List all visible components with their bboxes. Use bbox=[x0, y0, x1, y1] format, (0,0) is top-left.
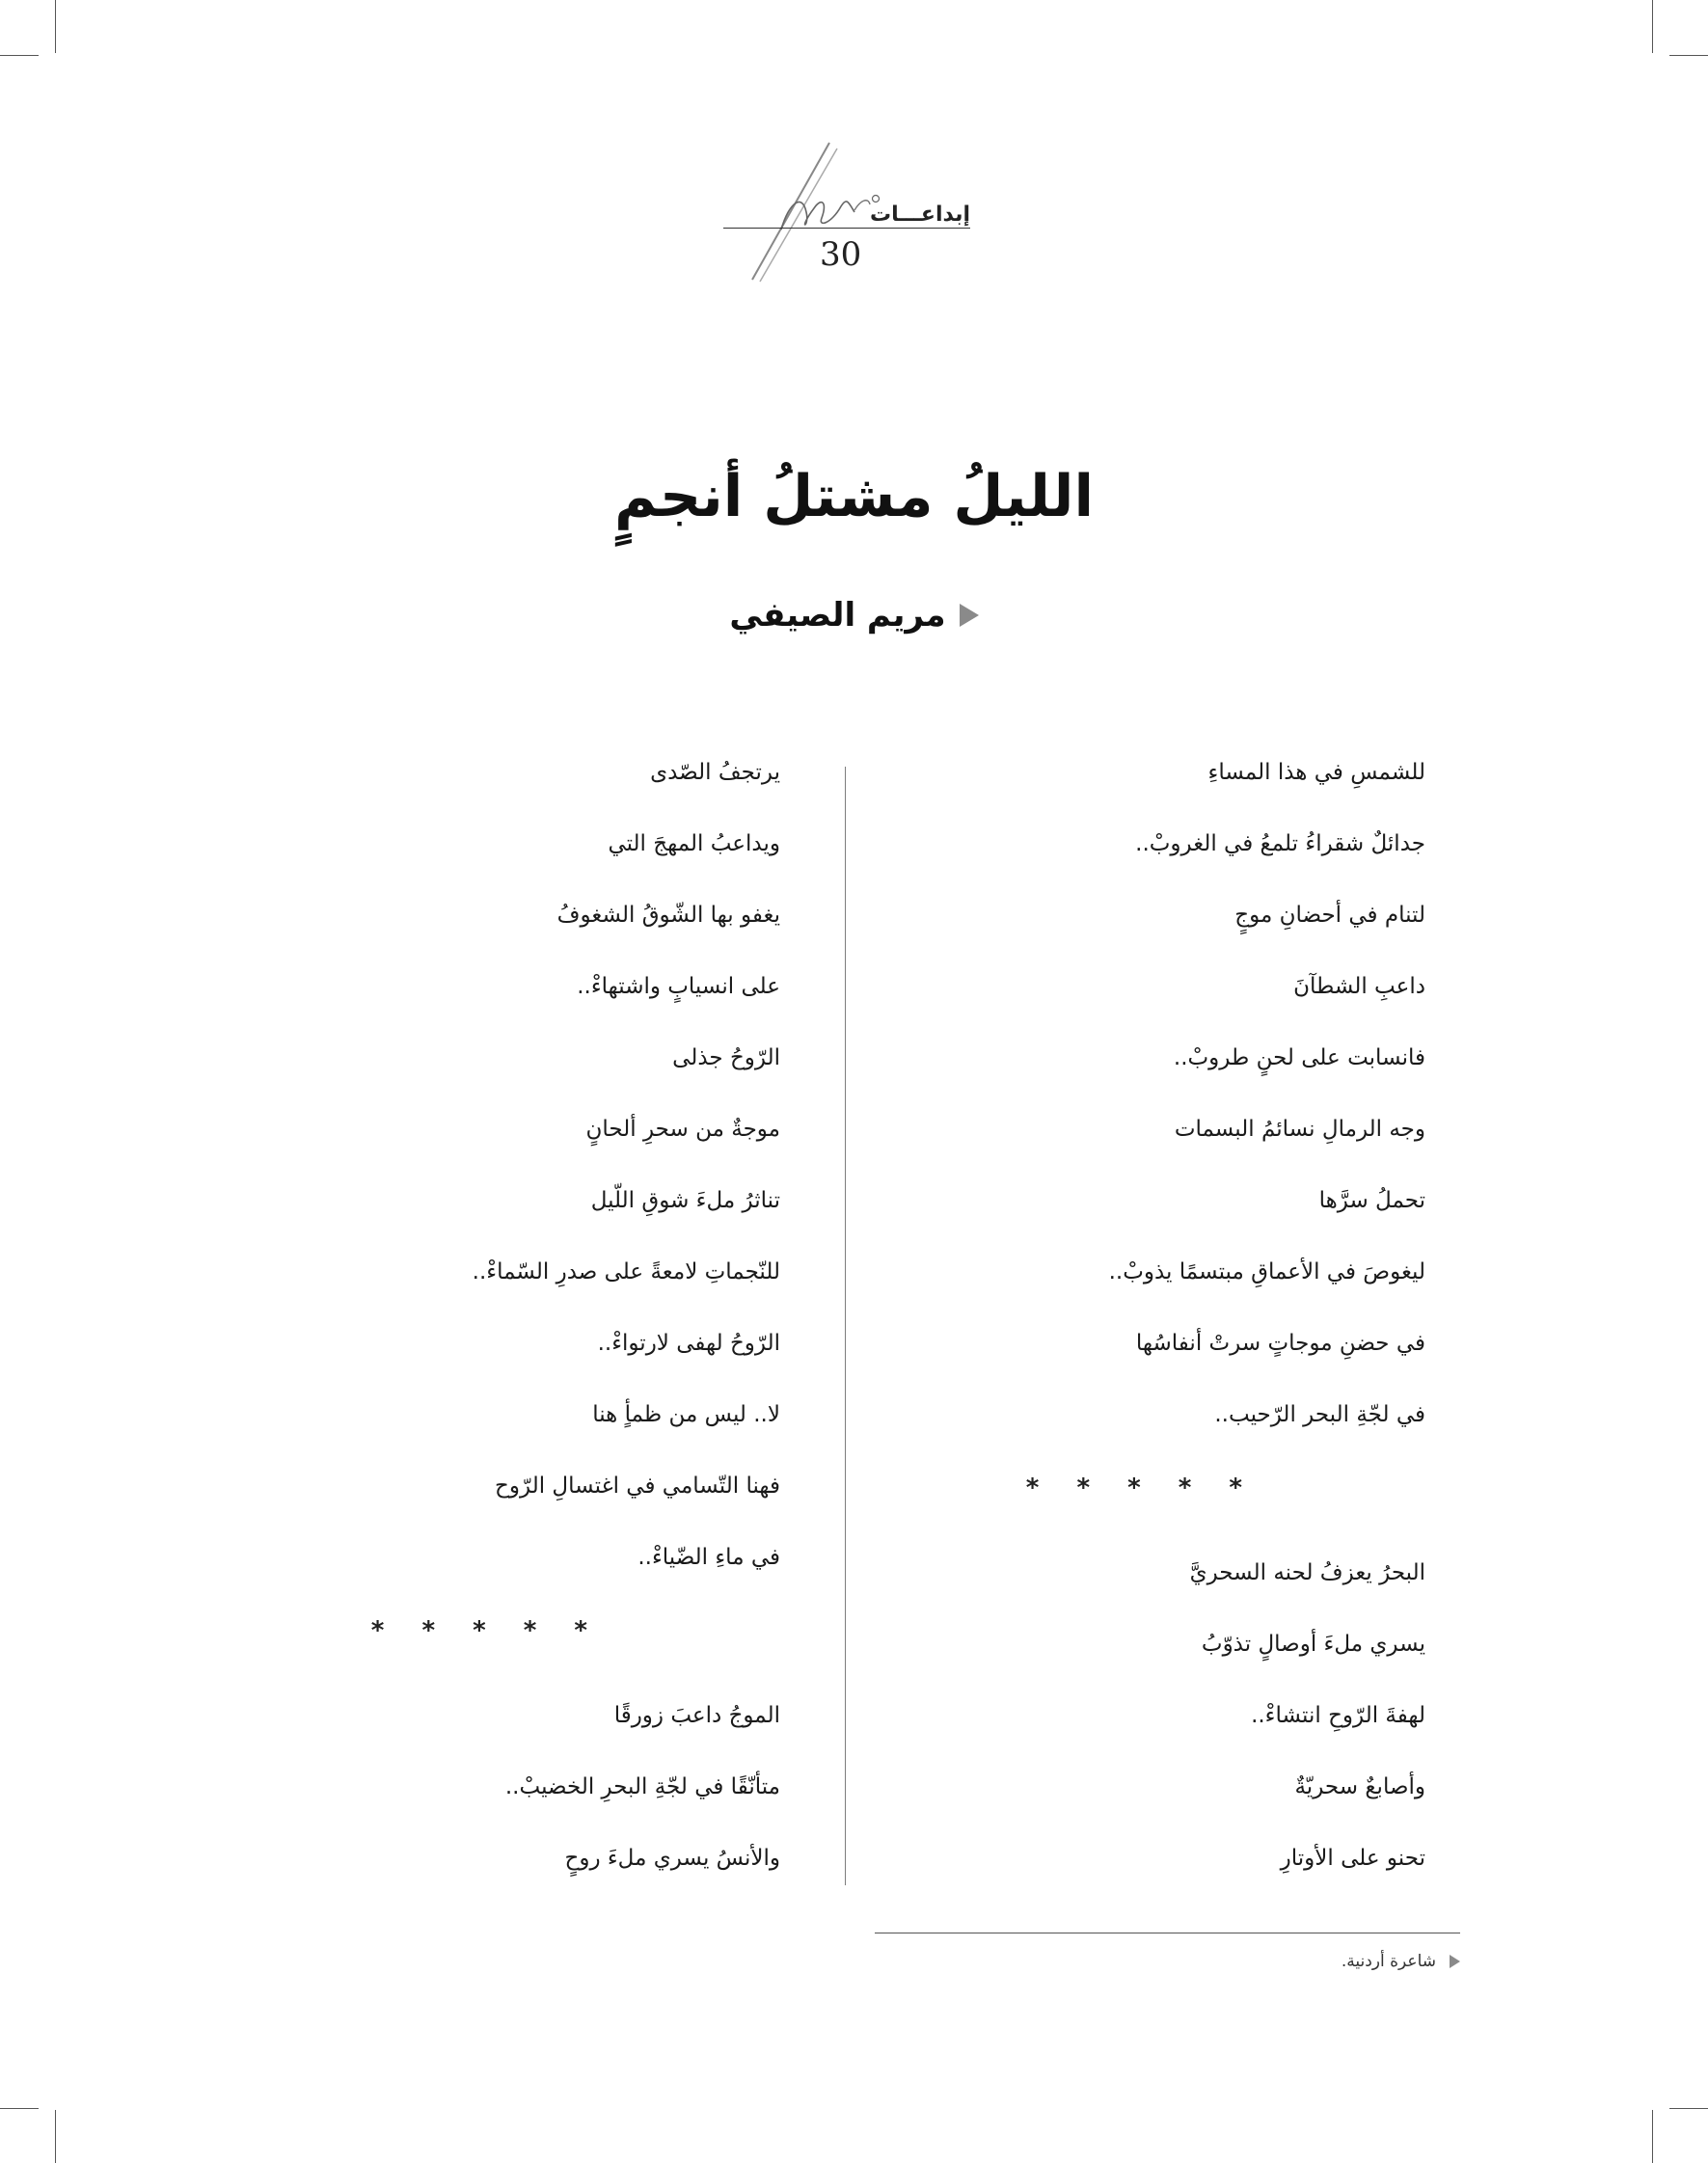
triangle-marker-icon bbox=[1450, 1955, 1460, 1968]
poem-line: في لجّةِ البحر الرّحيب.. bbox=[1214, 1402, 1425, 1427]
poem-line: تناثرُ ملءَ شوقِ اللّيل bbox=[590, 1188, 780, 1213]
crop-mark bbox=[55, 0, 56, 53]
poem-line: ويداعبُ المهجَ التي bbox=[608, 831, 780, 856]
crop-mark bbox=[1652, 0, 1653, 53]
crop-mark bbox=[1669, 55, 1708, 56]
crop-mark bbox=[1669, 2108, 1708, 2109]
page-header bbox=[714, 135, 984, 289]
page-number: 30 bbox=[820, 235, 862, 274]
poem-line: تحملُ سرَّها bbox=[1318, 1188, 1425, 1213]
poem-line: يغفو بها الشّوقُ الشغوفُ bbox=[556, 903, 780, 928]
poem-line: وجه الرمالِ نسائمُ البسمات bbox=[1174, 1117, 1425, 1142]
poem-line: على انسيابٍ واشتهاءْ.. bbox=[577, 974, 780, 999]
crop-mark bbox=[0, 2108, 39, 2109]
poem-line: جدائلٌ شقراءُ تلمعُ في الغروبْ.. bbox=[1135, 831, 1425, 856]
footnote-text: شاعرة أردنية. bbox=[1341, 1952, 1436, 1971]
poem-line: فهنا التّسامي في اغتسالِ الرّوح bbox=[495, 1474, 780, 1499]
author-name: مريم الصيفي bbox=[729, 596, 946, 635]
poem-line: لهفةَ الرّوحِ انتشاءْ.. bbox=[1251, 1703, 1425, 1728]
poem-column-right bbox=[1020, 752, 1425, 1909]
author-line bbox=[0, 596, 1708, 635]
poem-line: للشمسِ في هذا المساءِ bbox=[1207, 760, 1425, 785]
crop-mark bbox=[0, 55, 39, 56]
poem-line: يسري ملءَ أوصالٍ تذوّبُ bbox=[1201, 1632, 1425, 1657]
poem-line: يرتجفُ الصّدى bbox=[650, 760, 780, 785]
poem-line: في حضنِ موجاتٍ سرتْ أنفاسُها bbox=[1135, 1331, 1425, 1356]
poem-line: موجةٌ من سحرِ ألحانٍ bbox=[585, 1117, 780, 1142]
poem-title: الليلُ مشتلُ أنجمٍ bbox=[613, 463, 1095, 530]
poem-line: متأنّقًا في لجّةِ البحرِ الخضيبْ.. bbox=[504, 1774, 780, 1799]
stanza-separator: * * * * * bbox=[370, 1616, 602, 1645]
poem-line: الموجُ داعبَ زورقًا bbox=[613, 1703, 780, 1728]
poem-line: للنّجماتِ لامعةً على صدرِ السّماءْ.. bbox=[472, 1259, 780, 1284]
poem-column-left bbox=[370, 752, 780, 1909]
crop-mark bbox=[1652, 2110, 1653, 2163]
poem-line: تحنو على الأوتارِ bbox=[1280, 1846, 1425, 1871]
poem-line: داعبِ الشطآنَ bbox=[1293, 974, 1425, 999]
poem-line: وأصابعٌ سحريّةٌ bbox=[1294, 1774, 1425, 1799]
poem-line: فانسابت على لحنٍ طروبْ.. bbox=[1173, 1045, 1425, 1070]
footnote bbox=[1342, 1952, 1460, 1971]
poem-line: البحرُ يعزفُ لحنه السحريَّ bbox=[1189, 1560, 1425, 1585]
triangle-marker-icon bbox=[960, 604, 979, 627]
poem-line: ليغوصَ في الأعماقِ مبتسمًا يذوبْ.. bbox=[1108, 1259, 1425, 1284]
poem-line: في ماءِ الضّياءْ.. bbox=[637, 1545, 780, 1570]
header-rule bbox=[723, 228, 970, 229]
section-label: إبداعـــات bbox=[869, 203, 970, 227]
poem-line: لتنام في أحضانِ موجٍ bbox=[1234, 903, 1425, 928]
poem-line: والأنسُ يسري ملءَ روحٍ bbox=[564, 1846, 780, 1871]
poem-line: الرّوحُ جذلى bbox=[672, 1045, 780, 1070]
poem-line: لا.. ليس من ظمأٍ هنا bbox=[592, 1402, 780, 1427]
crop-mark bbox=[55, 2110, 56, 2163]
column-divider bbox=[845, 767, 846, 1885]
stanza-separator: * * * * * bbox=[1025, 1474, 1257, 1502]
poem-line: الرّوحُ لهفى لارتواءْ.. bbox=[597, 1331, 780, 1356]
